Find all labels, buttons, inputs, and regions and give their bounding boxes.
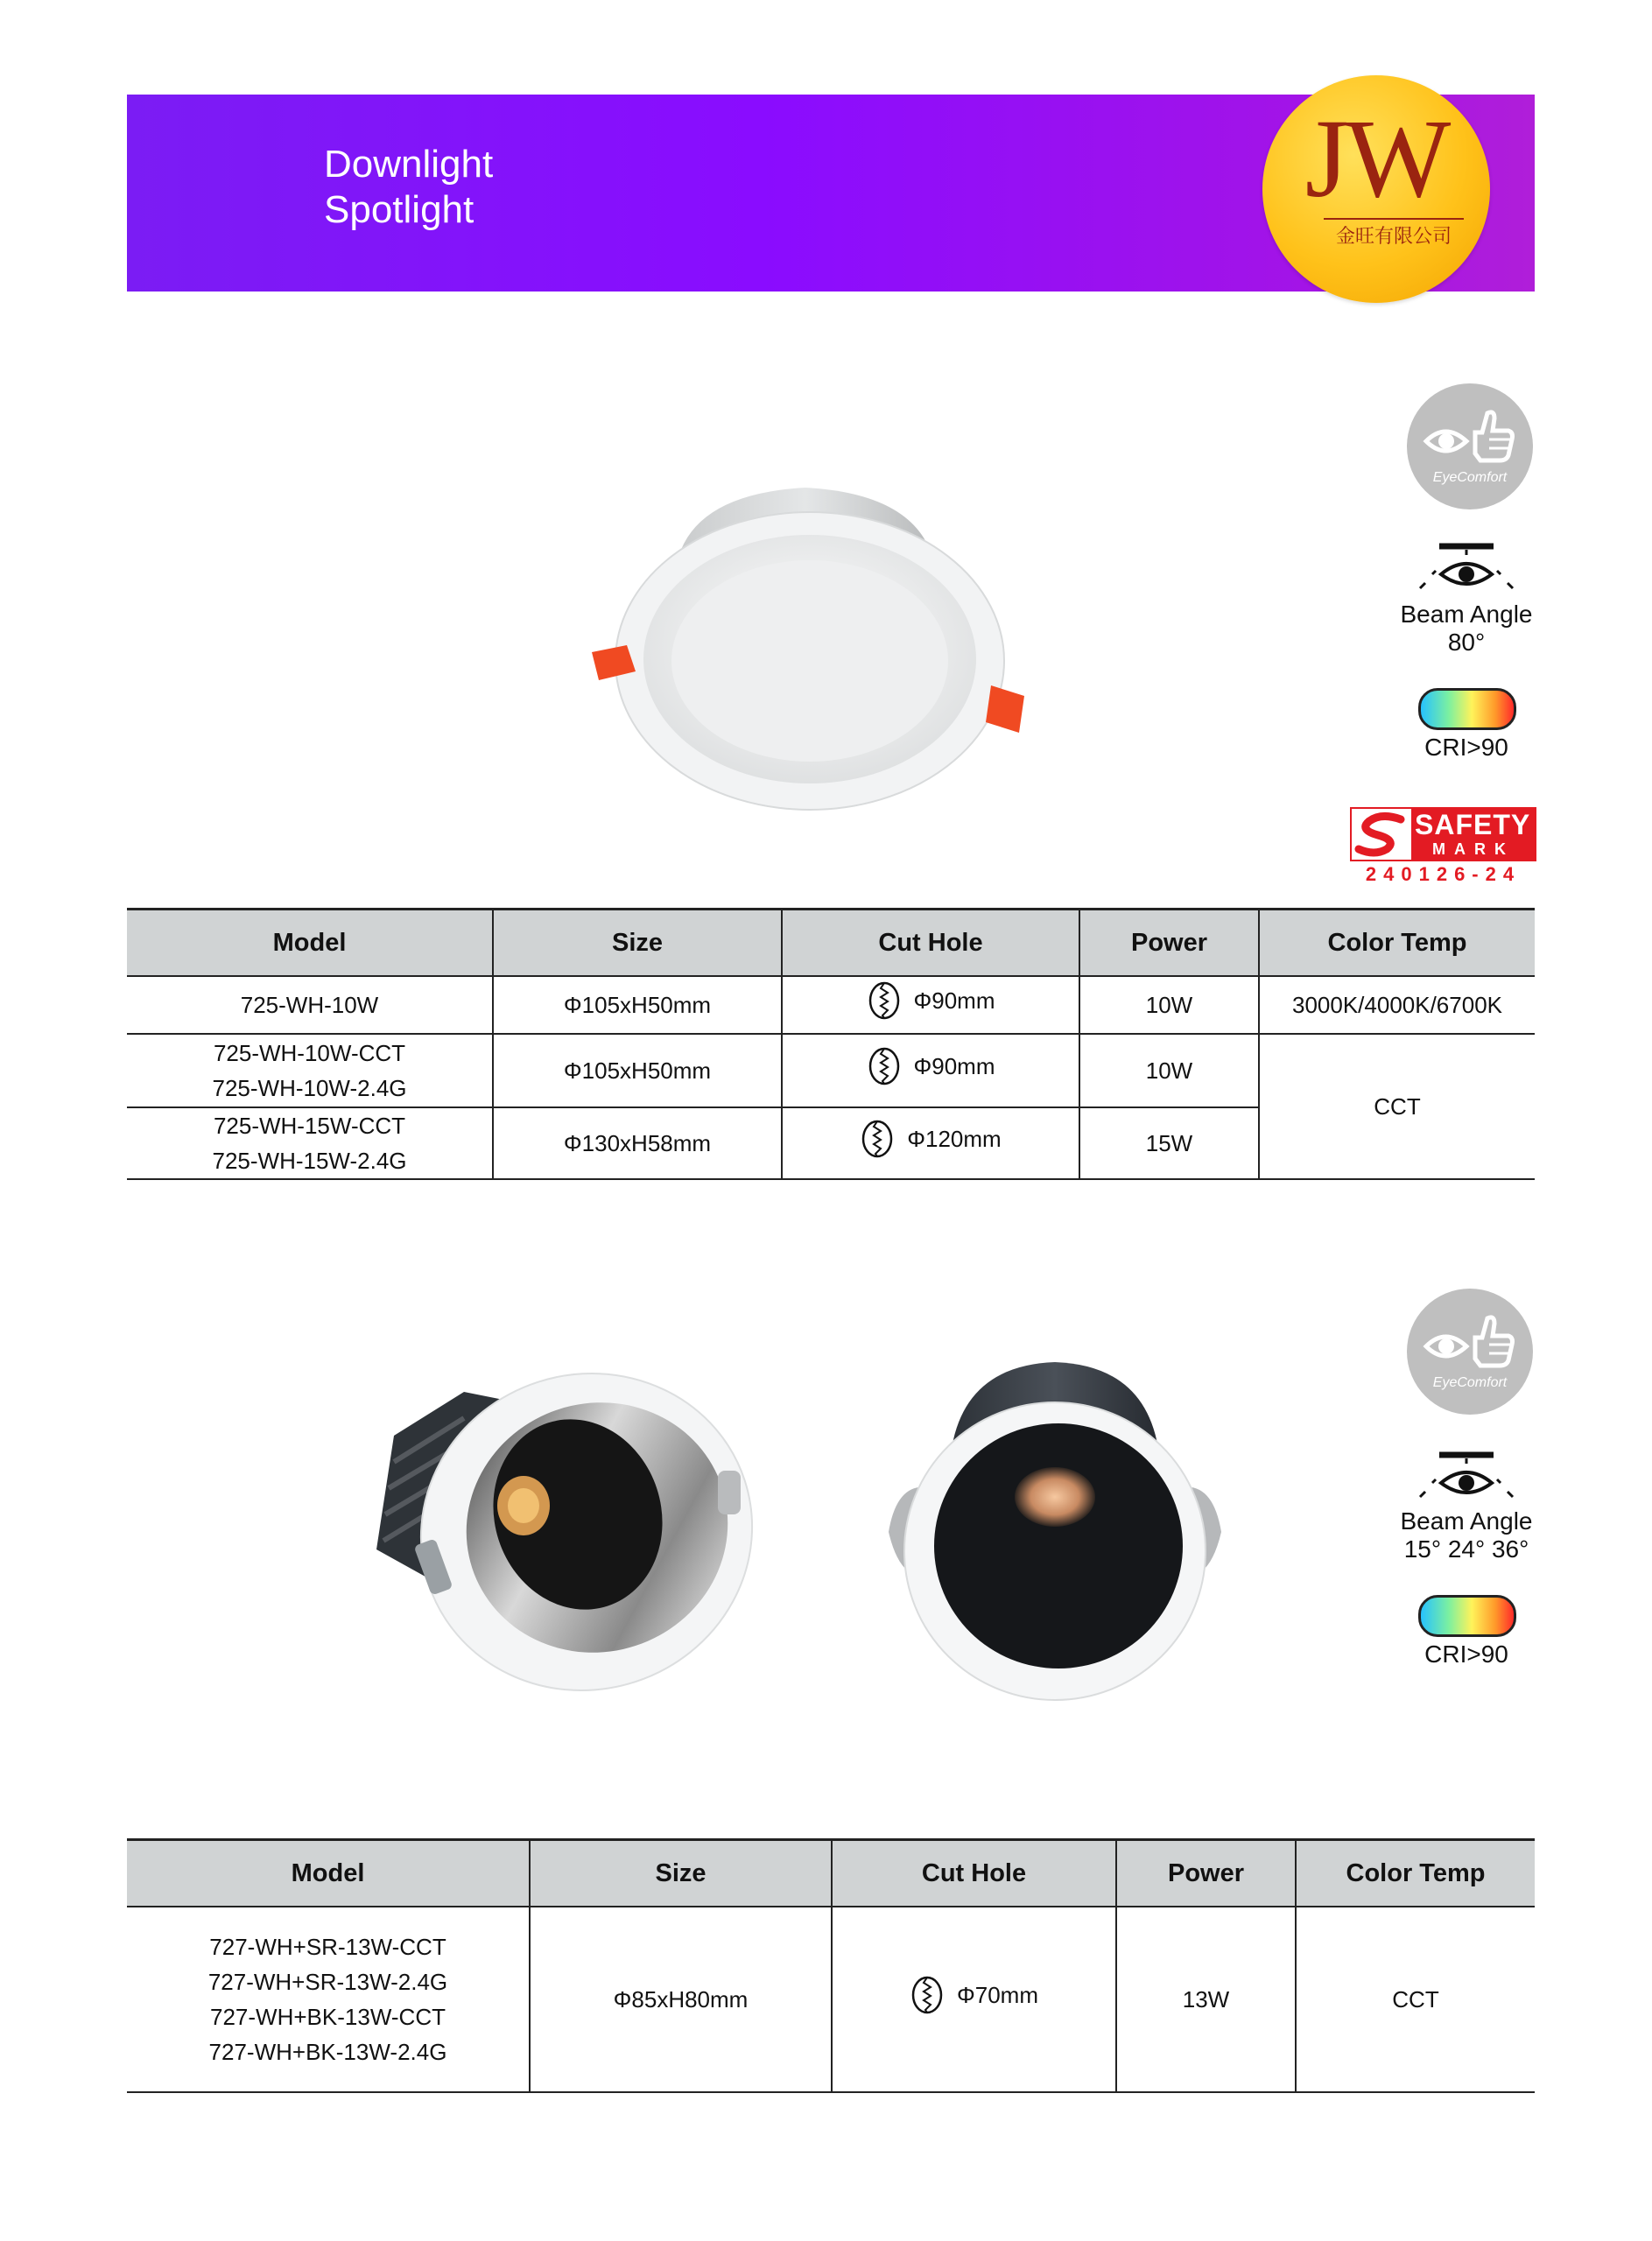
model-cell: [127, 1107, 493, 1179]
eye-comfort-icon: [1407, 1289, 1533, 1415]
beam-angle-label-1: Beam Angle: [1400, 601, 1533, 628]
power-cell: 13W: [1116, 1907, 1296, 2092]
cut-hole-icon: [910, 1975, 945, 2015]
header-cut-hole: Cut Hole: [832, 1840, 1116, 1907]
color-temp-cell: CCT: [1296, 1907, 1535, 2092]
cut-hole-value: Φ90mm: [913, 1052, 995, 1079]
size-cell: Φ85xH80mm: [530, 1907, 832, 2092]
beam-angle-value-2: 15° 24° 36°: [1403, 1535, 1529, 1563]
beam-angle-icon: [1409, 543, 1523, 597]
header-color-temp: Color Temp: [1296, 1840, 1535, 1907]
eye-comfort-label: EyeComfort: [1432, 1375, 1508, 1390]
cri-icon: [1418, 688, 1516, 730]
header-model: Model: [127, 910, 493, 977]
table-row: [127, 1907, 1535, 2092]
logo-subtitle: 金旺有限公司: [1324, 218, 1464, 249]
size-cell: Φ105xH50mm: [493, 1034, 782, 1107]
header-cut-hole: Cut Hole: [782, 910, 1079, 977]
header-power: Power: [1116, 1840, 1296, 1907]
beam-angle-icon: [1409, 1451, 1523, 1506]
safety-s-icon: [1352, 809, 1411, 860]
model-cell: [127, 1907, 530, 2092]
beam-angle-label-2: Beam Angle: [1400, 1507, 1533, 1535]
size-cell: Φ130xH58mm: [493, 1107, 782, 1179]
safety-word: SAFETY: [1415, 809, 1531, 840]
table-header-row: [127, 1840, 1535, 1907]
cut-hole-icon: [867, 980, 902, 1021]
model-cell: [127, 1034, 493, 1107]
model-name: 727-WH+SR-13W-2.4G: [207, 1969, 448, 1995]
cut-hole-cell: [832, 1907, 1116, 2092]
title-spotlight: Spotlight: [324, 188, 475, 231]
header-power: Power: [1079, 910, 1259, 977]
cut-hole-cell: [782, 976, 1079, 1034]
cri-label-1: CRI>90: [1424, 734, 1508, 761]
model-name: 727-WH+SR-13W-CCT: [209, 1934, 446, 1960]
power-cell: 15W: [1079, 1107, 1259, 1179]
title-downlight: Downlight: [324, 143, 494, 186]
header-size: Size: [493, 910, 782, 977]
color-temp-cell: CCT: [1259, 1034, 1535, 1179]
jw-logo: [1262, 75, 1490, 303]
cut-hole-icon: [867, 1046, 902, 1086]
model-name: 725-WH-15W-CCT: [213, 1113, 406, 1139]
model-name: 727-WH+BK-13W-CCT: [210, 2004, 446, 2030]
power-cell: 10W: [1079, 1034, 1259, 1107]
size-cell: Φ105xH50mm: [493, 976, 782, 1034]
model-name: 725-WH-10W-CCT: [213, 1040, 406, 1066]
spotlight-silver-product-image: [368, 1366, 770, 1707]
header-model: Model: [127, 1840, 530, 1907]
safety-number: 240126-24: [1365, 863, 1522, 885]
model-name: 725-WH-10W-2.4G: [212, 1075, 407, 1101]
table-header-row: [127, 910, 1535, 977]
cut-hole-value: Φ120mm: [907, 1125, 1002, 1152]
model-name: 727-WH+BK-13W-2.4G: [208, 2039, 447, 2065]
cri-label-2: CRI>90: [1424, 1640, 1508, 1668]
spec-table-2: [127, 1838, 1535, 2093]
safety-mark-logo: [1350, 807, 1536, 886]
logo-text: JW: [1304, 96, 1448, 221]
color-temp-cell: 3000K/4000K/6700K: [1259, 976, 1535, 1034]
safety-mark-text: MARK: [1432, 840, 1515, 858]
cut-hole-cell: [782, 1107, 1079, 1179]
header-size: Size: [530, 1840, 832, 1907]
eye-comfort-label: EyeComfort: [1432, 470, 1508, 485]
cut-hole-value: Φ90mm: [913, 987, 995, 1014]
model-name: 725-WH-10W: [240, 992, 379, 1018]
eye-comfort-icon: [1407, 383, 1533, 509]
cri-icon: [1418, 1595, 1516, 1637]
power-cell: 10W: [1079, 976, 1259, 1034]
cut-hole-icon: [860, 1119, 895, 1159]
spotlight-black-product-image: [880, 1357, 1230, 1707]
cut-hole-cell: [782, 1034, 1079, 1107]
model-name: 725-WH-15W-2.4G: [212, 1148, 407, 1174]
table-row: [127, 1034, 1535, 1107]
header-color-temp: Color Temp: [1259, 910, 1535, 977]
beam-angle-value-1: 80°: [1447, 629, 1486, 656]
cut-hole-value: Φ70mm: [957, 1981, 1038, 2008]
table-row: [127, 976, 1535, 1034]
spec-table-1: [127, 908, 1535, 1180]
model-cell: [127, 976, 493, 1034]
downlight-product-image: [578, 477, 1033, 818]
